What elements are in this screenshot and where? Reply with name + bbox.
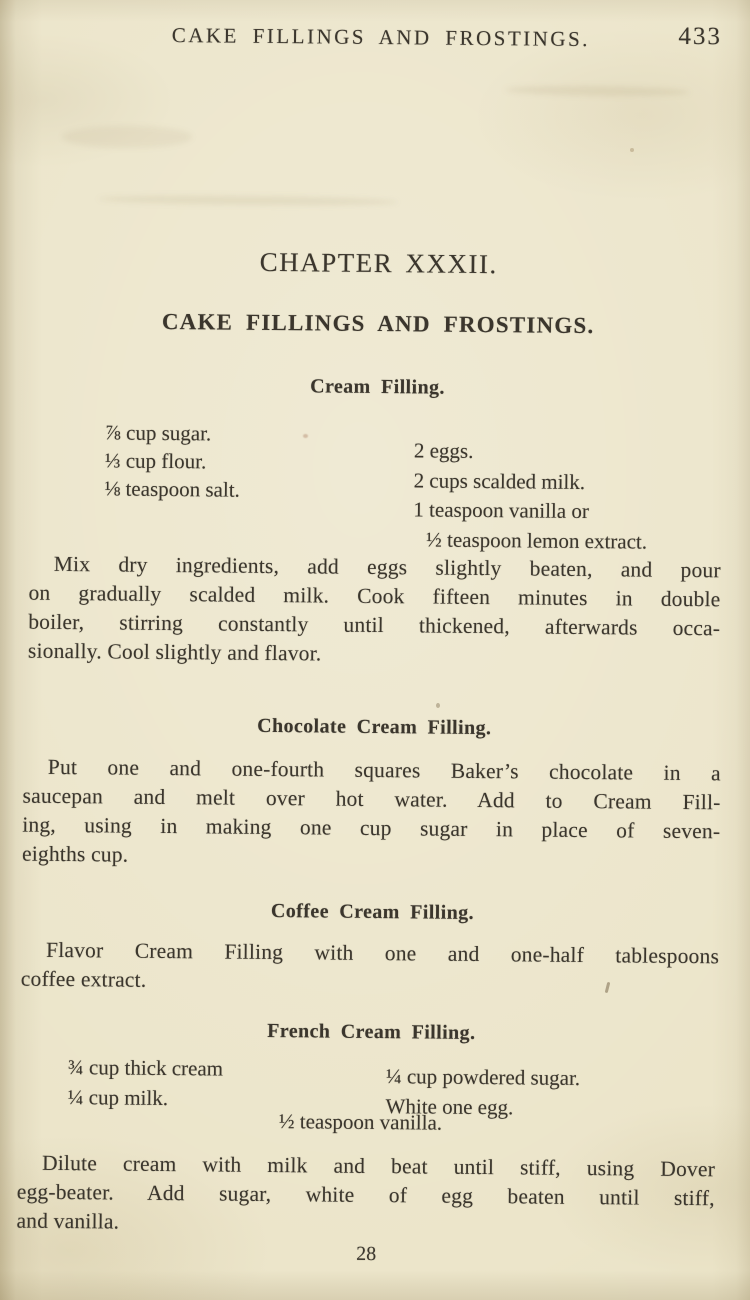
signature-number: 28: [356, 1242, 377, 1266]
instruction-line: Put one and one-fourth squares Baker’s chocolate in a: [47, 754, 721, 786]
ingredient-item: ¾ cup thick cream: [67, 1055, 224, 1081]
instruction-line: Mix dry ingredients, add eggs slightly beaten, and pour: [53, 551, 721, 583]
ingredient-item: ⅓ cup flour.: [104, 448, 207, 474]
instruction-line: coffee extract.: [20, 966, 147, 992]
instruction-line: boiler, stirring constantly until thickened, afterwards occa-: [28, 609, 721, 641]
recipe-title-cream-filling: Cream Filling.: [310, 375, 445, 399]
instruction-line: eighths cup.: [21, 841, 129, 867]
ingredient-item-centered: ½ teaspoon vanilla.: [278, 1109, 443, 1135]
ingredient-item: ¼ cup powdered sugar.: [385, 1064, 581, 1090]
chapter-title: CAKE FILLINGS AND FROSTINGS.: [161, 308, 595, 339]
instruction-line: and vanilla.: [16, 1208, 120, 1234]
recipe-instructions: [16, 1149, 715, 1243]
instruction-line: saucepan and melt over hot water. Add to Cream Fill-: [22, 783, 721, 815]
ingredient-list-left: [68, 1052, 224, 1113]
ingredient-list-left: [104, 418, 240, 503]
ingredient-list-right: [413, 436, 648, 556]
recipe-instructions: [22, 753, 721, 876]
recipe-title-chocolate-cream-filling: Chocolate Cream Filling.: [257, 714, 492, 740]
instruction-line: Dilute cream with milk and beat until stiff, using Dover: [41, 1150, 716, 1182]
ingredient-item: White one egg.: [385, 1094, 514, 1120]
instruction-line: ing, using in making one cup sugar in place of seven-: [22, 812, 721, 844]
ingredient-item: ⅞ cup sugar.: [104, 420, 212, 446]
running-header: CAKE FILLINGS AND FROSTINGS.: [171, 23, 591, 52]
ingredient-item: 2 cups scalded milk.: [413, 467, 586, 494]
ingredient-item: 2 eggs.: [413, 438, 474, 463]
recipe-title-coffee-cream-filling: Coffee Cream Filling.: [270, 900, 475, 924]
ingredient-item: ½ teaspoon lemon extract.: [425, 526, 648, 554]
chapter-heading: CHAPTER XXXII.: [259, 246, 498, 280]
ingredient-item: 1 teaspoon vanilla or: [413, 497, 590, 524]
page-number: 433: [678, 22, 723, 51]
ingredient-item: ¼ cup milk.: [67, 1085, 169, 1111]
recipe-title-french-cream-filling: French Cream Filling.: [267, 1019, 476, 1044]
instruction-line: sionally. Cool slightly and flavor.: [27, 638, 322, 666]
instruction-line: Flavor Cream Filling with one and one-half tablespoons: [45, 937, 720, 969]
instruction-line: on gradually scalded milk. Cook fifteen minutes in double: [28, 580, 721, 612]
instruction-line: egg-beater. Add sugar, white of egg beaten until stiff,: [16, 1179, 715, 1211]
recipe-instructions: [28, 550, 721, 673]
ingredient-item: ⅛ teaspoon salt.: [104, 476, 240, 502]
recipe-instructions: [21, 936, 720, 1001]
